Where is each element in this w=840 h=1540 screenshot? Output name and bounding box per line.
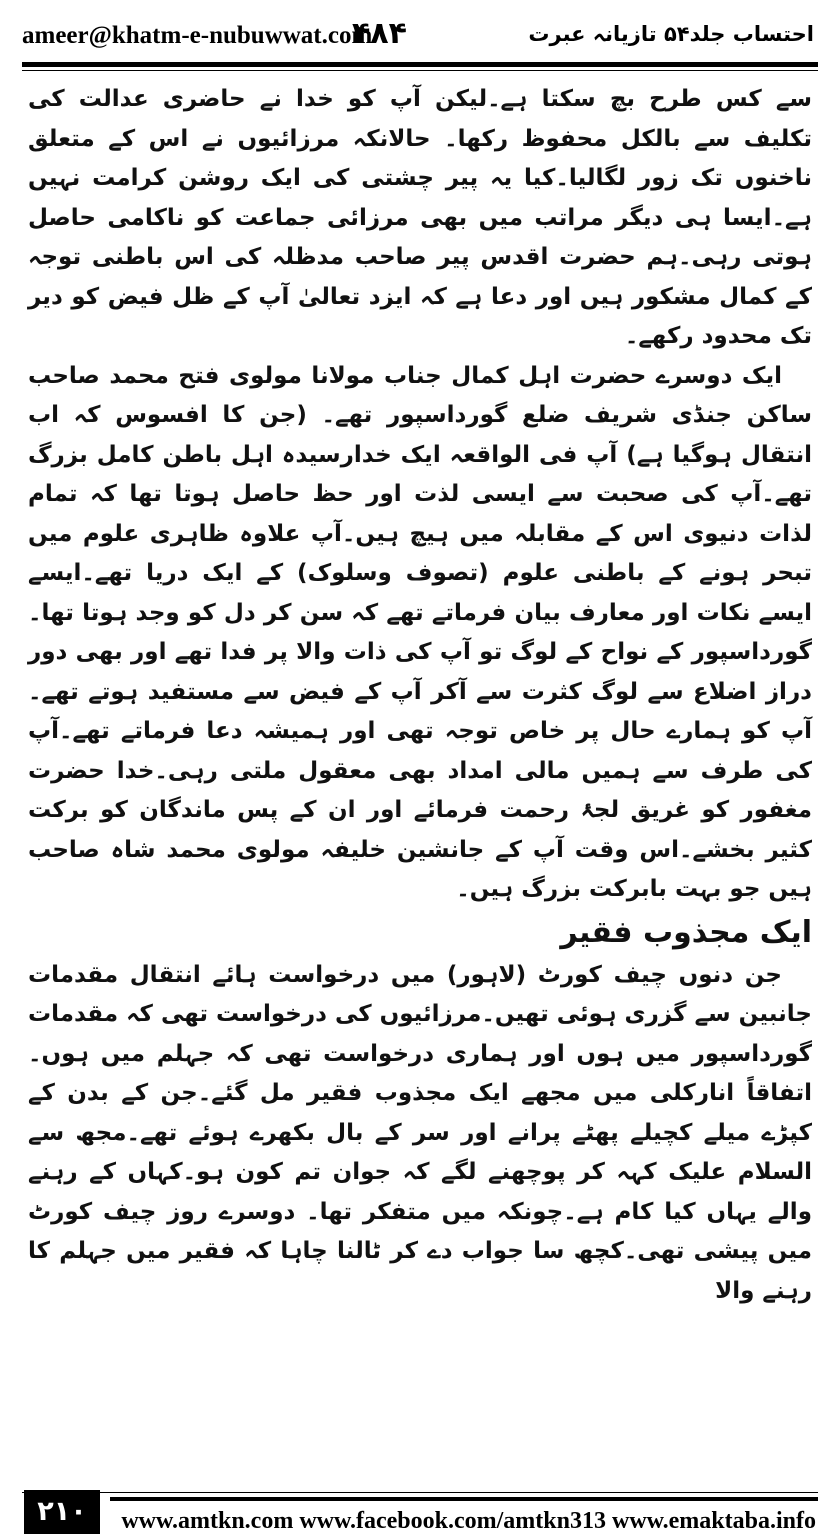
page-body bbox=[28, 80, 812, 1470]
footer-rule-thin bbox=[22, 1492, 818, 1493]
section-heading: ایک مجذوب فقیر bbox=[560, 914, 812, 950]
footer-rule-thick bbox=[110, 1497, 818, 1501]
header-book-title: احتساب جلد۵۴ تازیانہ عبرت bbox=[528, 22, 814, 46]
footer-page-number: ۲۱۰ bbox=[24, 1490, 100, 1534]
header-email: ameer@khatm-e-nubuwwat.com bbox=[22, 22, 373, 49]
footer-website-links: www.amtkn.com www.facebook.com/amtkn313 www.emaktaba.info bbox=[121, 1508, 816, 1534]
paragraph-1: سے کس طرح بچ سکتا ہے۔لیکن آپ کو خدا نے حاضری عدالت کی تکلیف سے بالکل محفوظ رکھا۔ حالانکہ مرزائیوں نے اس کے متعلق ناخنوں تک زور لگالیا۔کیا یہ پیر چشتی کی ایک روشن کرامت نہیں ہے۔ایسا ہی دیگر مراتب میں بھی مرزائی جماعت کو ناکامی حاصل ہوتی رہی۔ہم حضرت اقدس پیر صاحب مدظلہ کی اس باطنی توجہ کے کمال مشکور ہیں اور دعا ہے کہ ایزد تعالیٰ آپ کے ظل فیض کو دیر تک محدود رکھے۔ bbox=[28, 86, 812, 349]
page-header bbox=[22, 12, 818, 62]
paragraph-3: جن دنوں چیف کورٹ (لاہور) میں درخواست ہائے انتقال مقدمات جانبین سے گزری ہوئی تھیں۔مرزائیوں کی درخواست تھی کہ مقدمات گورداسپور میں ہوں اور ہماری درخواست تھی کہ جہلم میں ہوں۔اتفاقاً انارکلی میں مجھے ایک مجذوب فقیر مل گئے۔جن کے بدن کے کپڑے میلے کچیلے پھٹے پرانے اور سر کے بال بکھرے ہوئے تھے۔مجھ سے السلام علیک کہہ کر پوچھنے لگے کہ جوان تم کون ہو۔کہاں کے رہنے والے یہاں کیا کام ہے۔چونکہ میں متفکر تھا۔ دوسرے روز چیف کورٹ میں پیشی تھی۔کچھ سا جواب دے کر ٹالنا چاہا کہ فقیر میں جہلم کا رہنے والا bbox=[28, 961, 812, 1304]
header-page-number: ۴۸۴ bbox=[352, 16, 407, 51]
header-rule-thick bbox=[22, 62, 818, 67]
paragraph-2: ایک دوسرے حضرت اہل کمال جناب مولانا مولوی فتح محمد صاحب ساکن جنڈی شریف ضلع گورداسپور تھے۔ (جن کا افسوس کہ اب انتقال ہوگیا ہے) آپ فی الواقعہ ایک خدارسیدہ اہل باطن کامل بزرگ تھے۔آپ کی صحبت سے ایسی لذت اور حظ حاصل ہوتا تھا کہ تمام لذات دنیوی اس کے مقابلہ میں ہیچ ہیں۔آپ علاوہ ظاہری علوم میں تبحر ہونے کے باطنی علوم (تصوف وسلوک) کے ایک دریا تھے۔ایسے ایسے نکات اور معارف بیان فرماتے تھے کہ سن کر دل کو وجد ہوتا تھا۔گورداسپور کے نواح کے لوگ تو آپ کی ذات والا پر فدا تھے اور بھی دور دراز اضلاع سے لوگ کثرت سے آکر آپ کے فیض سے مستفید ہوتے تھے۔آپ کو ہمارے حال پر خاص توجہ تھی اور ہمیشہ دعا فرماتے تھے۔آپ کی طرف سے ہمیں مالی امداد بھی معقول ملتی رہی۔خدا حضرت مغفور کو غریق لجۂ رحمت فرمائے اور ان کے پس ماندگان کو برکت کثیر بخشے۔اس وقت آپ کے جانشین خلیفہ مولوی محمد شاہ صاحب ہیں جو بہت بابرکت بزرگ ہیں۔ bbox=[28, 362, 812, 902]
header-rule-thin bbox=[22, 70, 818, 71]
